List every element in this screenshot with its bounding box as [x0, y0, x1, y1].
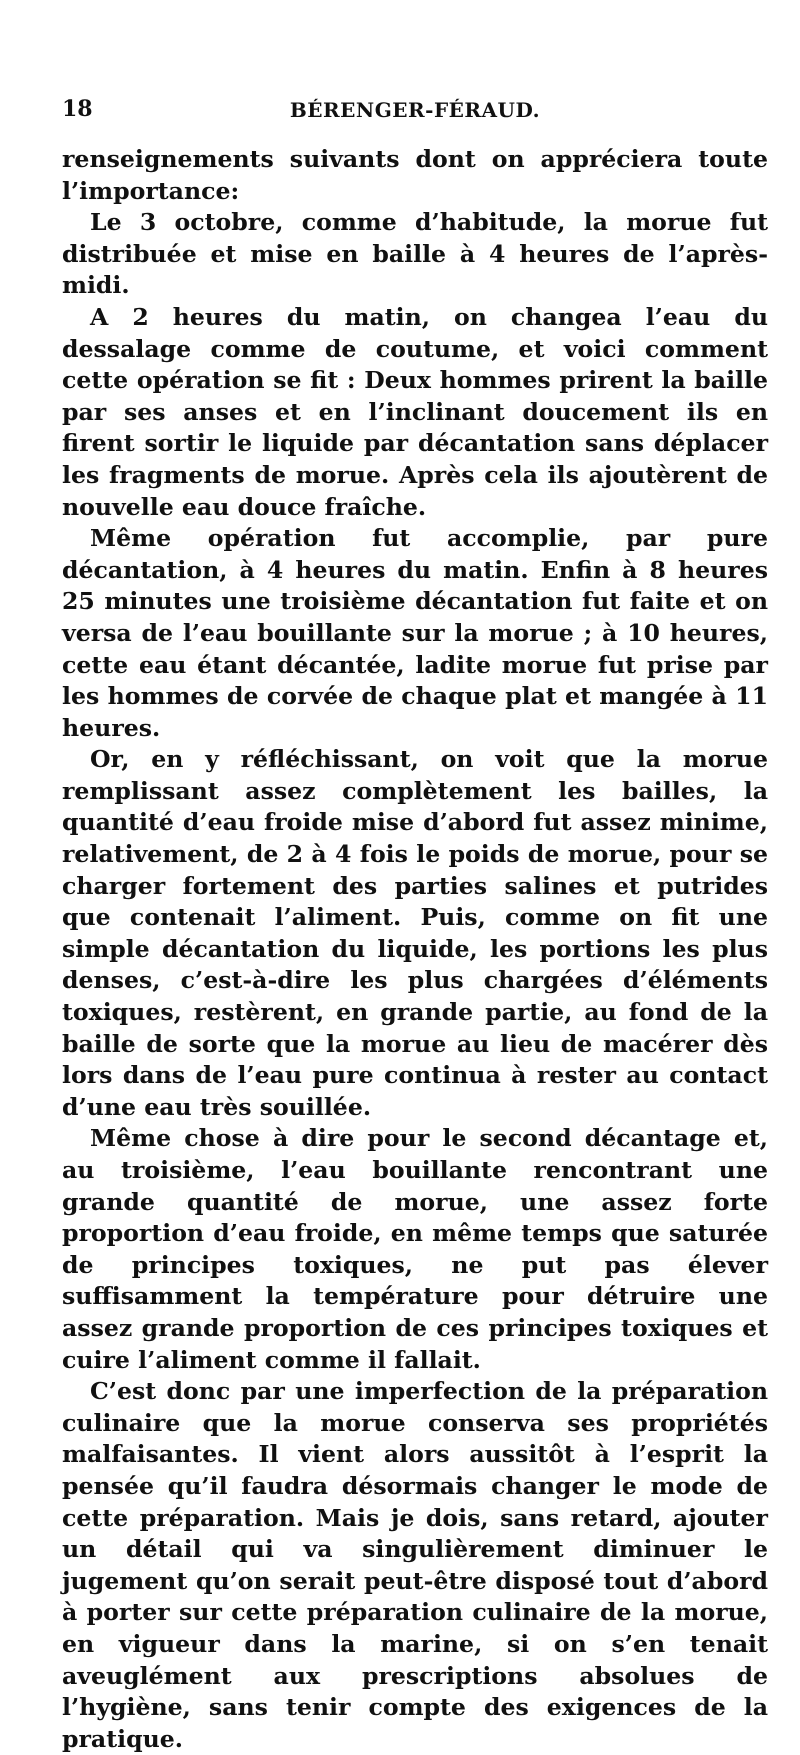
paragraph: A 2 heures du matin, on changea l’eau du dessalage comme de coutume, et voici comment cette opération se fit : Deux hommes prirent la baille par ses anses et en l’inclinant doucement ils en firent sortir le liquide par décantation sans déplacer les fragments de morue. Après cela ils ajoutèrent de nouvelle eau douce fraîche.: [62, 302, 768, 521]
paragraph: Même opération fut accomplie, par pure décantation, à 4 heures du matin. Enfin à 8 heures 25 minutes une troisième décantation fut faite et on versa de l’eau bouillante sur la morue ; à 10 heures, cette eau étant décantée, ladite morue fut prise par les hommes de corvée de chaque plat et mangée à 11 heures.: [62, 524, 768, 742]
book-page: [62, 96, 768, 1755]
paragraph: C’est donc par une imperfection de la préparation culinaire que la morue conserva ses propriétés malfaisantes. Il vient alors aussitôt à l’esprit la pensée qu’il faudra désormais changer le mode de cette préparation. Mais je dois, sans retard, ajouter un détail qui va singulièrement diminuer le jugement qu’on serait peut-être disposé tout d’abord à porter sur cette préparation culinaire de la morue, en vigueur dans la marine, si on s’en tenait aveuglément aux prescriptions absolues de l’hygiène, sans tenir compte des exigences de la pratique.: [62, 1377, 768, 1753]
page-number: 18: [62, 96, 93, 122]
page-header: [62, 96, 768, 134]
paragraph: Or, en y réfléchissant, on voit que la morue remplissant assez complètement les bailles, la quantité d’eau froide mise d’abord fut assez minime, relativement, de 2 à 4 fois le poids de morue, pour se charger fortement des parties salines et putrides que contenait l’aliment. Puis, comme on fit une simple décantation du liquide, les portions les plus denses, c’est-à-dire les plus chargées d’éléments toxiques, restèrent, en grande partie, au fond de la baille de sorte que la morue au lieu de macérer dès lors dans de l’eau pure continua à rester au contact d’une eau très souillée.: [62, 745, 768, 1121]
body-text: [62, 144, 768, 1755]
paragraph: Le 3 octobre, comme d’habitude, la morue fut distribuée et mise en baille à 4 heures de l’après-midi.: [62, 208, 768, 300]
running-head: BÉRENGER-FÉRAUD.: [289, 98, 541, 122]
paragraph: Même chose à dire pour le second décantage et, au troisième, l’eau bouillante rencontrant une grande quantité de morue, une assez forte proportion d’eau froide, en même temps que saturée de principes toxiques, ne put pas élever suffisamment la température pour détruire une assez grande proportion de ces principes toxiques et cuire l’aliment comme il fallait.: [62, 1124, 768, 1374]
paragraph-continuation: renseignements suivants dont on appréciera toute l’importance:: [62, 145, 768, 205]
